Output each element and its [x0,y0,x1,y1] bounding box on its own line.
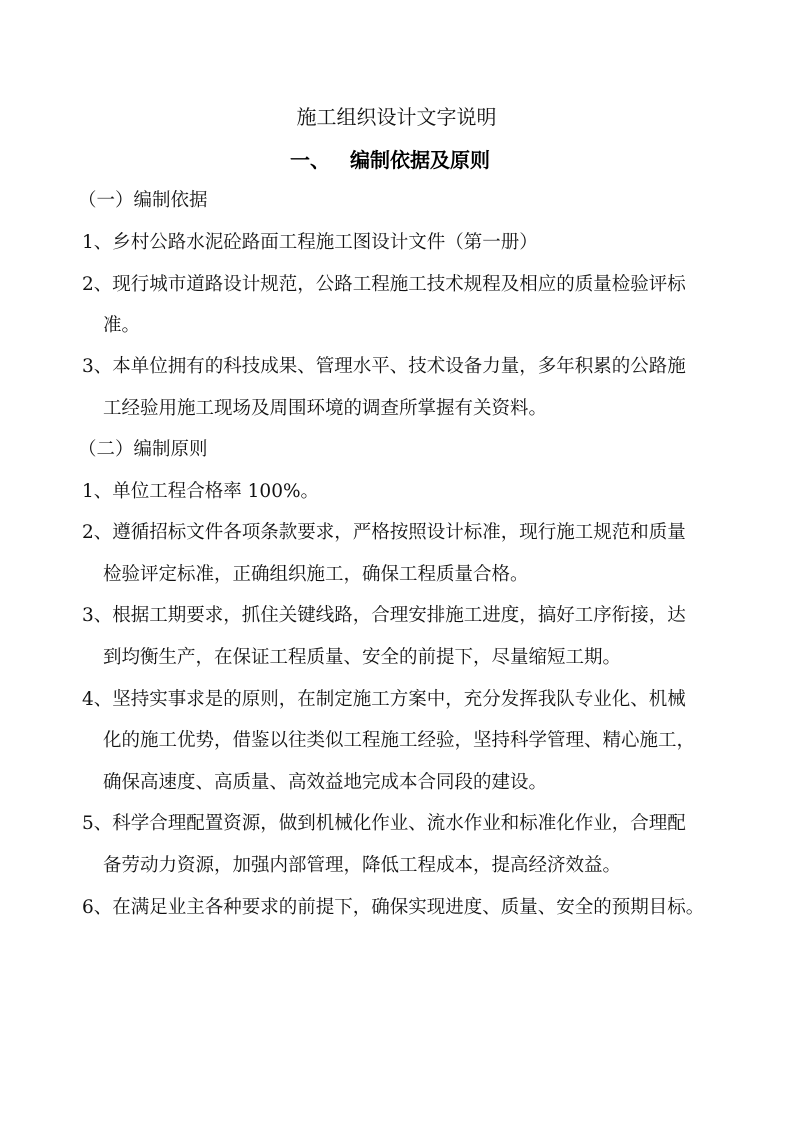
principle-item-4-line-1: 4、坚持实事求是的原则，在制定施工方案中，充分发挥我队专业化、机械 [82,689,686,710]
basis-item-2-line-2: 准。 [103,315,141,336]
section-number: 一、 [290,148,330,172]
section-heading [290,147,490,173]
principle-item-3-line-1: 3、根据工期要求，抓住关键线路，合理安排施工进度，搞好工序衔接，达 [82,605,686,626]
principle-item-3-line-2: 到均衡生产，在保证工程质量、安全的前提下，尽量缩短工期。 [103,647,622,668]
principle-item-1-line-1: 1、单位工程合格率 100%。 [82,481,320,502]
document-title: 施工组织设计文字说明 [296,105,497,129]
principle-item-5-line-2: 备劳动力资源，加强内部管理，降低工程成本，提高经济效益。 [103,855,622,876]
principle-item-6-line-1: 6、在满足业主各种要求的前提下，确保实现进度、质量、安全的预期目标。 [82,897,705,918]
section-heading-text: 编制依据及原则 [350,148,490,172]
principle-item-2-line-1: 2、遵循招标文件各项条款要求，严格按照设计标准，现行施工规范和质量 [82,522,686,543]
basis-item-3-line-1: 3、本单位拥有的科技成果、管理水平、技术设备力量，多年积累的公路施 [82,356,686,377]
principle-item-4-line-2: 化的施工优势，借鉴以往类似工程施工经验，坚持科学管理、精心施工， [103,730,696,751]
subsection-heading-principles: （二）编制原则 [78,439,208,460]
principle-item-5-line-1: 5、科学合理配置资源，做到机械化作业、流水作业和标准化作业，合理配 [82,813,686,834]
basis-item-3-line-2: 工经验用施工现场及周围环境的调查所掌握有关资料。 [103,398,548,419]
principle-item-4-line-3: 确保高速度、高质量、高效益地完成本合同段的建设。 [103,772,548,793]
basis-item-2-line-1: 2、现行城市道路设计规范，公路工程施工技术规程及相应的质量检验评标 [82,274,686,295]
subsection-heading-basis: （一）编制依据 [78,190,208,211]
principle-item-2-line-2: 检验评定标准，正确组织施工，确保工程质量合格。 [103,564,529,585]
basis-item-1-line-1: 1、乡村公路水泥砼路面工程施工图设计文件（第一册） [82,232,538,253]
